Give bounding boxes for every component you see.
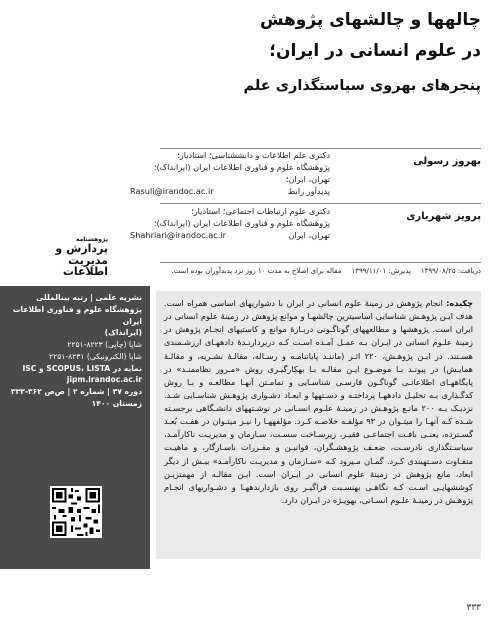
author-affiliation bbox=[130, 150, 330, 198]
title-line-2: در علوم انسانی در ایران؛ bbox=[269, 41, 481, 62]
affiliation-line: دکتری علم اطلاعات و دانششناسی؛ استادیار؛ bbox=[177, 150, 330, 160]
article-dates bbox=[160, 267, 481, 275]
journal-rank: نشریه علمی | رتبه بینالمللی bbox=[36, 293, 142, 302]
corresponding-author-label: پدیدآور رابط bbox=[287, 185, 330, 196]
page-number: ۳۳۳ bbox=[466, 603, 481, 613]
abstract bbox=[156, 291, 481, 559]
abstract-text: انجام پژوهش در زمینهٔ علوم انسانی در ایران با دشواریهای اساسی همراه است. هدف ایـن پژوهـش شناسایی اساسیترین چالشهـا و موانع پژوهش در زمینهٔ علوم انسانی در ایران است. پژوهشها و مطالعههای گوناگـونی دربـارهٔ موانع و کاستیهای انجـام پژوهش در زمینهٔ علـوم انسانی در ایـران بـه عمـل آمـده اسـت کـه دربردارنـدهٔ دادههـای ارزشـمندی هسـتند. در ایـن پژوهـش، ۲۲۰ اثـر (ماننـد پایاننامـه و رسـاله، مقالـهٔ نشـریه، و مقالـهٔ همایـش) در پیونـد بـا موضـوع ایـن مقالـه بـا بهکارگیـری روش «مـرور نظاممنـد» در پایگاههـای اطلاعاتـی گوناگـون فارسـی شناسـایی و تمامـتن آنهـا مطالعـه و بـا روش کدگـذاری بـه تحلیـل دادههـا پرداختـه و دسـتهها و ابعـاد دشـواری پژوهـش شناسـایی شـد. نزدیـک بـه ۲۰۰ مانـع پژوهـش در زمینـهٔ علـوم انسـانی در نوشـتههای دانشـگاهی برجسـته شـده کـه آنهـا را میتـوان در ۹۳ مؤلفـه خلاصـه کـرد. مؤلفههـا را نیـز میتـوان در هفـت بُعـد گسـترده، یعنـی بافـت اجتماعـی فقیـر، زیرسـاخت سسـت، سـازمان و مدیریـت ناکارآمـد، سیاسـتگذاری نادرسـت، ضعـف پژوهشـگران، قوانیـن و مقـررات ناسـازگار، و ماهیـت متفـاوت دسـتهبندی کـرد. گمـان مـیرود کـه «سـازمان و مدیریـت ناکارآمـد» بیـش از دیگر ابعاد، مانع پژوهش در زمینهٔ علوم انسانی در ایـران است. ایـن مقالـه از مهمتریـن کوششهایـی اسـت کـه نگاهـی بهنسـبت فراگیـر روی بازدارندههـا و دشـواریهای انجـام پژوهـش در زمینـهٔ علـوم انسـانی، بهویـژه در ایـران دارد. bbox=[164, 298, 473, 505]
publisher-abbr: (ایرانداک) bbox=[104, 328, 142, 338]
journal-logo bbox=[14, 236, 108, 279]
season-year: زمستان ۱۴۰۰ bbox=[91, 398, 142, 408]
author-name: بهروز رسولی bbox=[413, 156, 481, 167]
author-affiliation bbox=[130, 206, 330, 242]
issn-online: شاپا (الکترونیکی) ۸۲۳۱-۲۲۵۱ bbox=[49, 351, 142, 361]
logo-text: اطلاعات bbox=[62, 265, 108, 279]
divider bbox=[160, 203, 481, 204]
volume-issue: دوره ۳۷ | شماره ۲ | ص‌ص ۳۶۲-۳۳۳ bbox=[10, 387, 142, 397]
author-name: پرویز شهریاری bbox=[406, 211, 481, 222]
author-email[interactable]: Rasuli@irandoc.ac.ir bbox=[130, 185, 214, 196]
divider bbox=[160, 148, 481, 149]
affiliation-line: تهران، ایران؛ bbox=[285, 173, 330, 184]
abstract-label: چکیده: bbox=[446, 298, 473, 308]
logo-text-small: پژوهشنامه bbox=[75, 236, 108, 243]
divider bbox=[160, 262, 481, 263]
issn-print: شاپا (چاپی) ۸۲۲۳-۲۲۵۱ bbox=[67, 340, 142, 350]
title-line-1: چالهها و چالشهای پژوهش bbox=[259, 10, 481, 30]
affiliation-line: پژوهشگاه علوم و فناوری اطلاعات ایران (ایرانداک)؛ bbox=[154, 217, 330, 228]
qr-code-icon[interactable] bbox=[50, 486, 102, 538]
affiliation-line: دکتری علوم ارتباطات اجتماعی؛ استادیار؛ bbox=[191, 206, 330, 216]
publisher: پژوهشگاه علوم و فناوری اطلاعات ایران bbox=[12, 304, 142, 326]
indexing: نمایه در SCOPUS، LISTA و ISC bbox=[22, 363, 142, 373]
author-email[interactable]: Shahriari@irandoc.ac.ir bbox=[130, 229, 226, 240]
accepted-date: پذیرش: ۱۳۹۹/۱۱/۰۱ bbox=[351, 267, 411, 275]
logo-text: پردازش و bbox=[55, 242, 108, 255]
revision-note: مقاله برای اصلاح به مدت ۱۰ روز نزد پدیدآوران بوده است. bbox=[171, 267, 342, 275]
journal-url[interactable]: jipm.irandoc.ac.ir bbox=[66, 375, 142, 385]
affiliation-line: پژوهشگاه علوم و فناوری اطلاعات ایران (ایرانداک)؛ bbox=[154, 161, 330, 172]
logo-text: مدیریت bbox=[68, 253, 108, 267]
received-date: دریافت: ۱۳۹۹/۰۸/۲۵ bbox=[420, 267, 481, 275]
article-title bbox=[20, 10, 481, 95]
title-line-3: پنجرهای بهروی سیاستگذاری علم bbox=[243, 77, 481, 94]
affiliation-location: تهران، ایران bbox=[288, 229, 330, 240]
affiliation-line bbox=[130, 186, 330, 198]
journal-info-sidebar bbox=[0, 286, 150, 569]
affiliation-line bbox=[130, 230, 330, 242]
